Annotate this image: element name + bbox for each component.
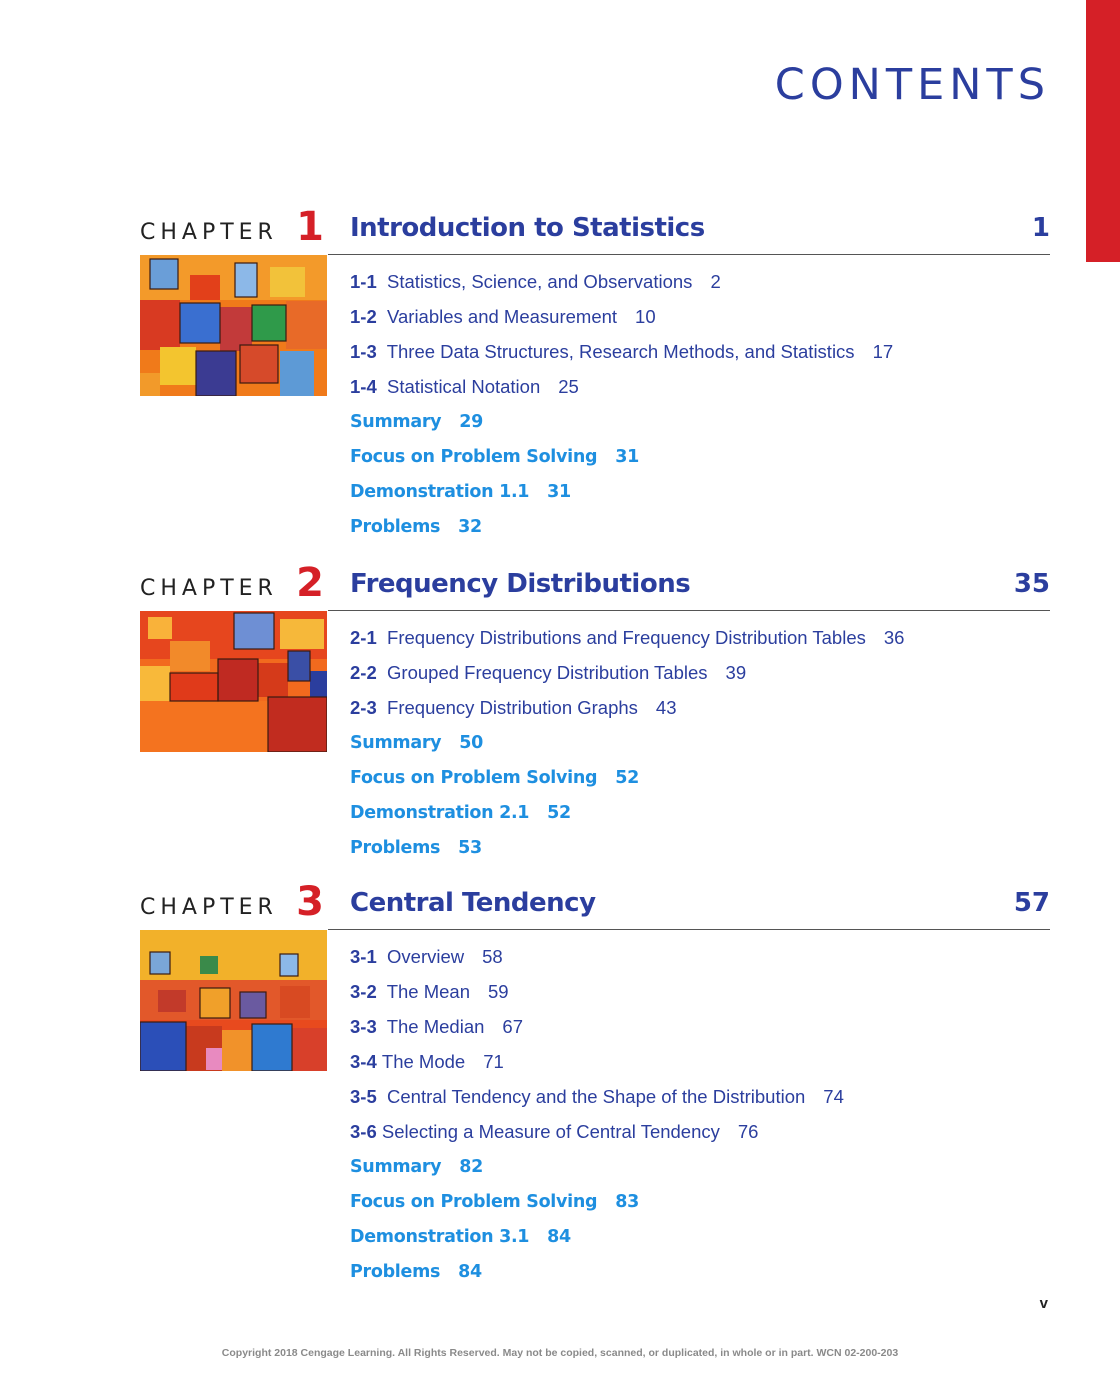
chapter-page: 57 <box>1013 888 1050 918</box>
summary-link[interactable]: Summary 82 <box>350 1157 484 1177</box>
chapter-title[interactable]: Frequency Distributions <box>350 569 691 599</box>
chapter-rule <box>328 929 1050 930</box>
section-list <box>350 625 904 870</box>
summary-link[interactable]: Summary 29 <box>350 412 484 432</box>
demonstration-link[interactable]: Demonstration 2.1 52 <box>350 803 571 823</box>
section-item[interactable]: 3-4 The Mode 71 <box>350 1051 504 1072</box>
section-item[interactable]: 1-4 Statistical Notation 25 <box>350 376 579 397</box>
chapter-number: 3 <box>296 879 324 925</box>
chapter-number: 1 <box>296 204 324 250</box>
chapter-label: CHAPTER <box>140 576 278 601</box>
problems-link[interactable]: Problems 53 <box>350 838 482 858</box>
chapter-label: CHAPTER <box>140 220 278 245</box>
chapter-rule <box>328 254 1050 255</box>
page-title: CONTENTS <box>774 60 1050 110</box>
chapter-page: 35 <box>1013 569 1050 599</box>
section-item[interactable]: 1-3 Three Data Structures, Research Methods, and Statistics 17 <box>350 341 894 362</box>
section-item[interactable]: 3-6 Selecting a Measure of Central Tendency 76 <box>350 1121 759 1142</box>
chapter-title[interactable]: Central Tendency <box>350 888 596 918</box>
section-item[interactable]: 2-1 Frequency Distributions and Frequency Distribution Tables 36 <box>350 627 905 648</box>
chapter-artwork <box>140 255 327 396</box>
chapter-label: CHAPTER <box>140 895 278 920</box>
section-item[interactable]: 2-3 Frequency Distribution Graphs 43 <box>350 697 677 718</box>
chapter-rule <box>328 610 1050 611</box>
section-item[interactable]: 3-2 The Mean 59 <box>350 981 509 1002</box>
red-edge-tab <box>1086 0 1120 262</box>
chapter-artwork <box>140 611 327 752</box>
copyright-notice: Copyright 2018 Cengage Learning. All Rights Reserved. May not be copied, scanned, or duplicated, in whole or in part. WCN 02-200-203 <box>221 1347 899 1359</box>
section-item[interactable]: 3-1 Overview 58 <box>350 946 503 967</box>
section-item[interactable]: 1-2 Variables and Measurement 10 <box>350 306 656 327</box>
chapter-artwork <box>140 930 327 1071</box>
section-list <box>350 944 844 1294</box>
chapter-page: 1 <box>1031 213 1050 243</box>
demonstration-link[interactable]: Demonstration 1.1 31 <box>350 482 571 502</box>
demonstration-link[interactable]: Demonstration 3.1 84 <box>350 1227 571 1247</box>
page-number: v <box>1039 1295 1048 1312</box>
focus-link[interactable]: Focus on Problem Solving 83 <box>350 1192 639 1212</box>
problems-link[interactable]: Problems 32 <box>350 517 482 537</box>
problems-link[interactable]: Problems 84 <box>350 1262 482 1282</box>
chapter-number: 2 <box>296 560 324 606</box>
section-item[interactable]: 3-3 The Median 67 <box>350 1016 523 1037</box>
chapter-title[interactable]: Introduction to Statistics <box>350 213 705 243</box>
section-list <box>350 269 893 549</box>
section-item[interactable]: 2-2 Grouped Frequency Distribution Tables 39 <box>350 662 747 683</box>
section-item[interactable]: 3-5 Central Tendency and the Shape of the Distribution 74 <box>350 1086 844 1107</box>
focus-link[interactable]: Focus on Problem Solving 52 <box>350 768 639 788</box>
section-item[interactable]: 1-1 Statistics, Science, and Observations 2 <box>350 271 721 292</box>
focus-link[interactable]: Focus on Problem Solving 31 <box>350 447 639 467</box>
summary-link[interactable]: Summary 50 <box>350 733 484 753</box>
